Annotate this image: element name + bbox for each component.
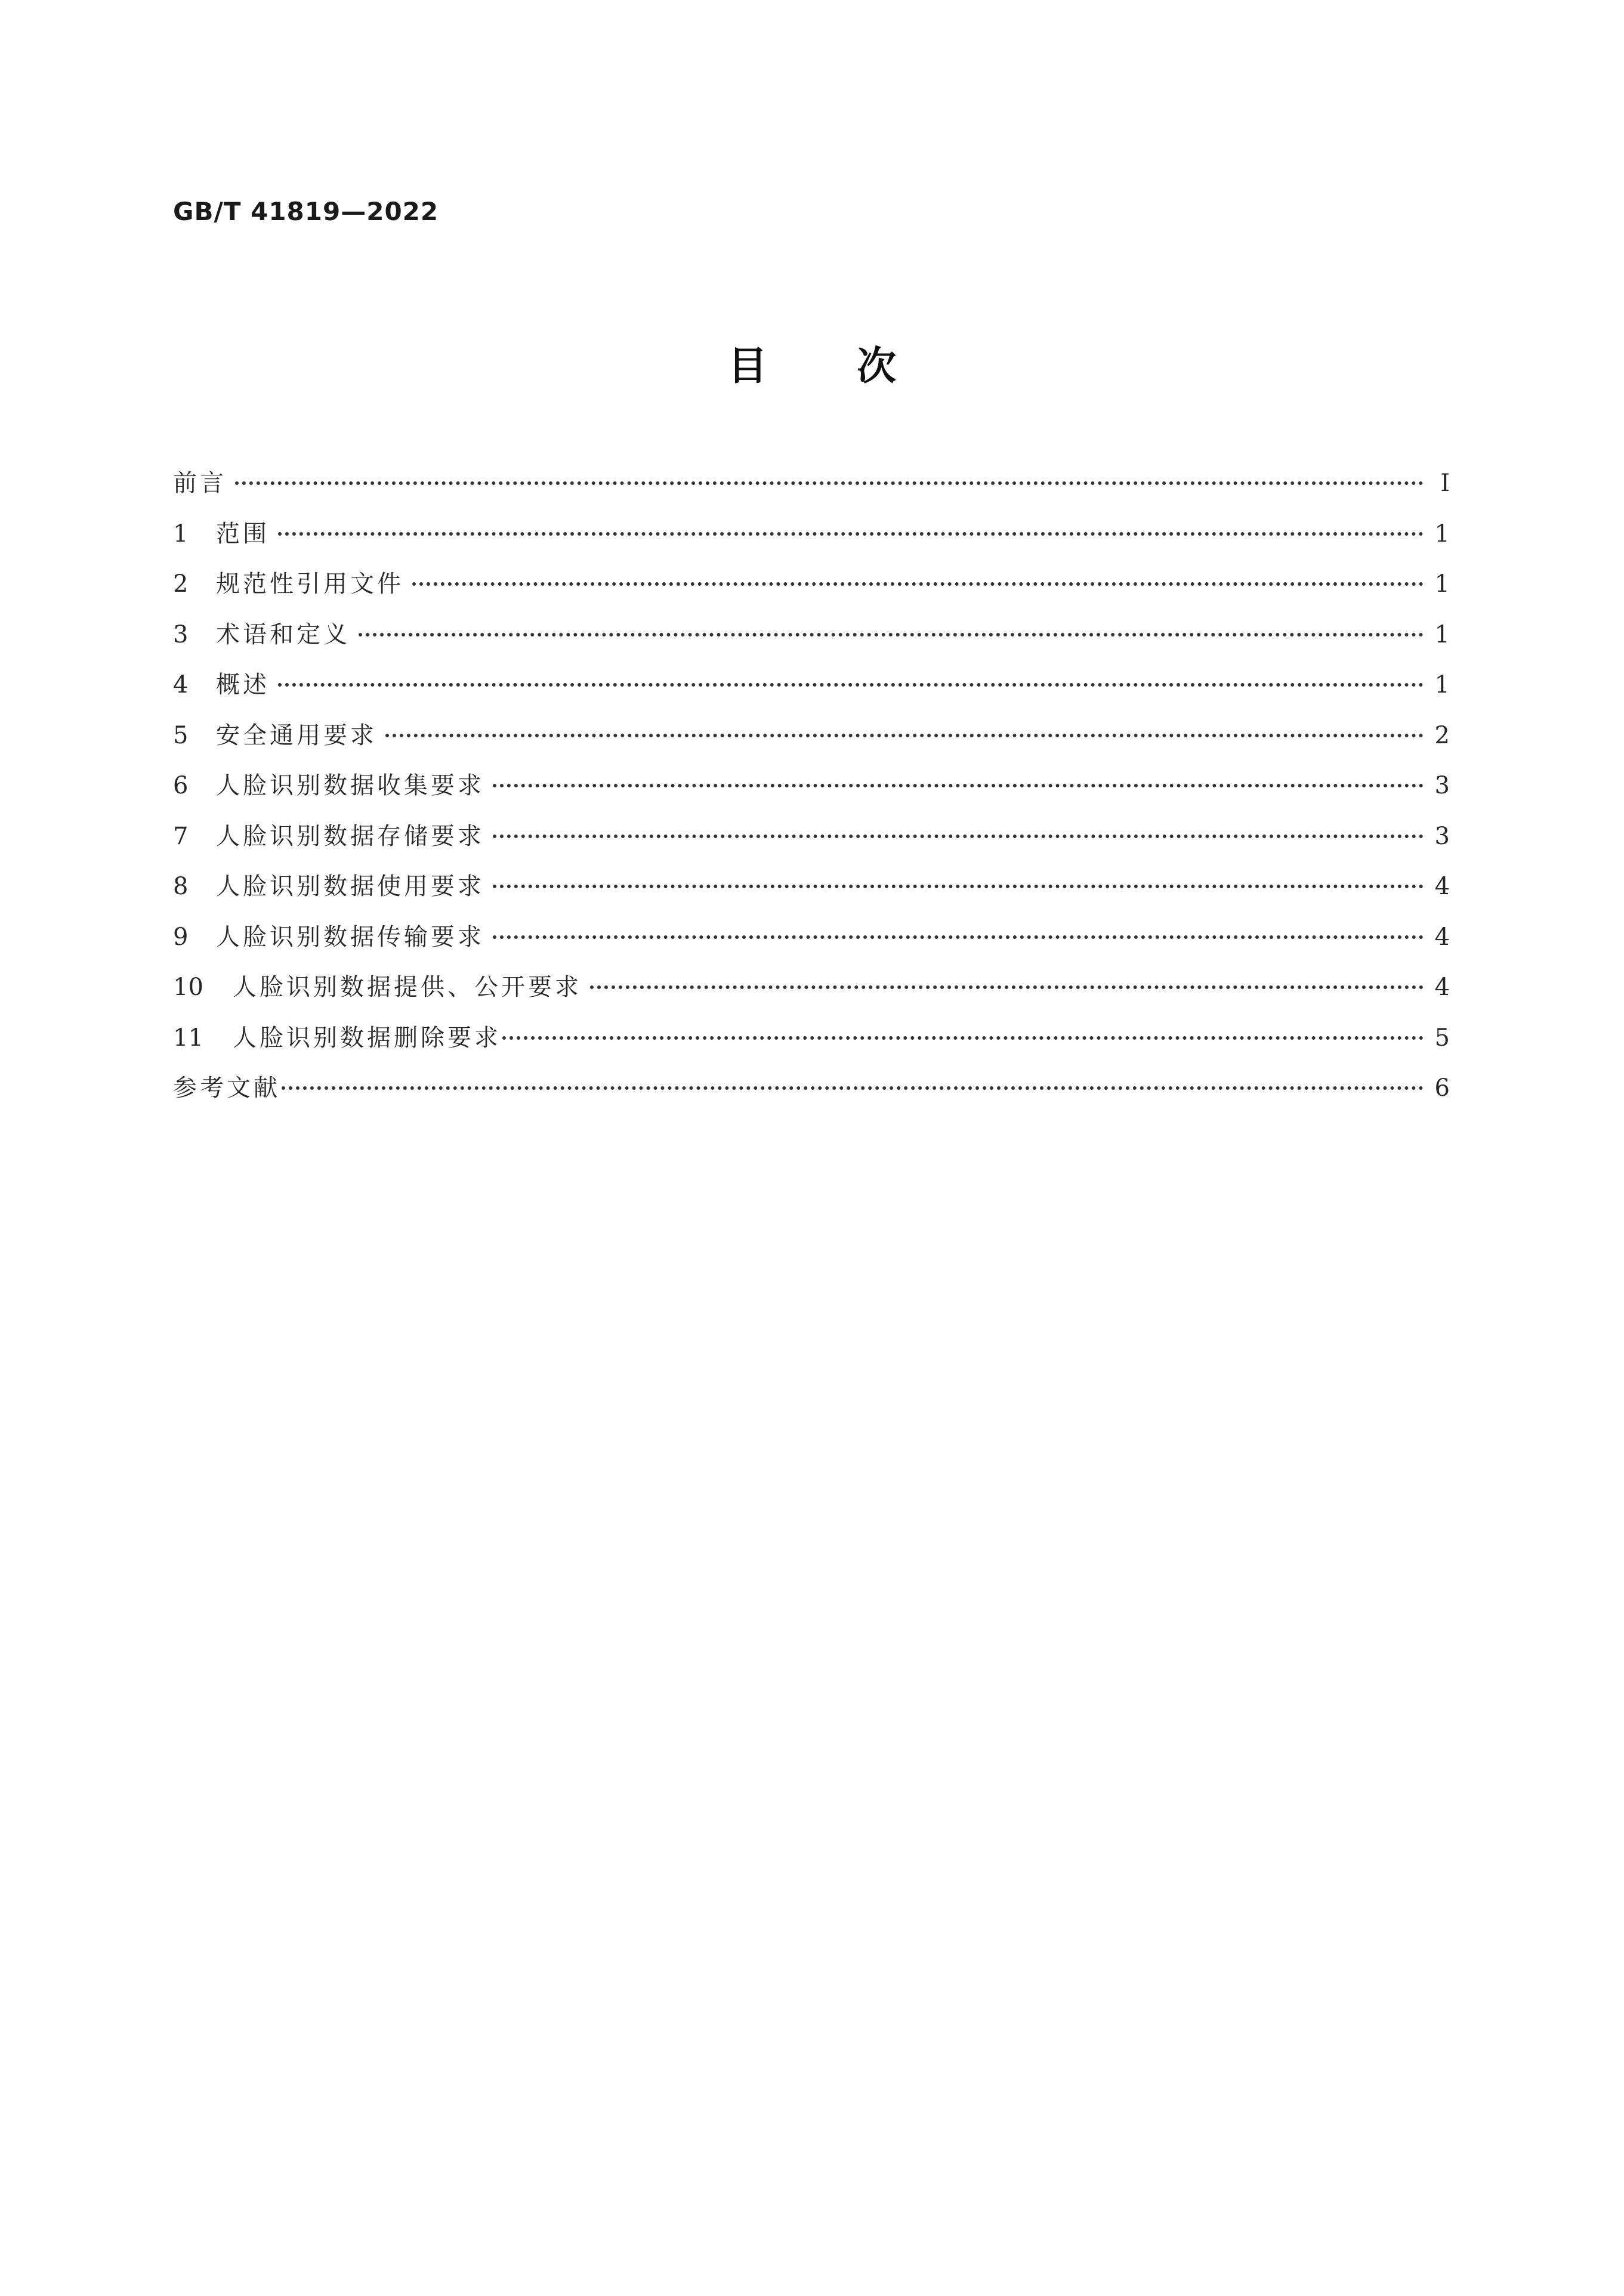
toc-entry-number: 1 — [173, 520, 189, 548]
dot-leader — [590, 985, 1424, 989]
toc-entry-page: 1 — [1434, 620, 1450, 648]
toc-entry-collection[interactable] — [173, 774, 1450, 824]
toc-entry-label: 安全通用要求 — [216, 721, 377, 749]
toc-entry-number: 10 — [173, 974, 203, 1001]
toc-entry-terms-definitions[interactable] — [173, 620, 1450, 673]
toc-entry-page: 1 — [1434, 570, 1450, 598]
toc-entry-number: 5 — [173, 721, 189, 749]
toc-entry-page: 4 — [1434, 873, 1450, 900]
toc-entry-label: 范围 — [216, 520, 270, 548]
toc-entry-label: 概述 — [216, 671, 270, 699]
toc-entry-label: 人脸识别数据传输要求 — [216, 923, 484, 951]
dot-leader — [278, 532, 1424, 536]
standard-code: GB/T 41819—2022 — [173, 197, 439, 226]
dot-leader — [235, 481, 1424, 485]
toc-entry-label: 前言 — [173, 469, 227, 497]
toc-entry-normative-references[interactable] — [173, 572, 1450, 623]
toc-entry-transmission[interactable] — [173, 925, 1450, 976]
toc-entry-bibliography[interactable] — [173, 1076, 1450, 1127]
toc-entry-scope[interactable] — [173, 522, 1450, 573]
toc-entry-label: 人脸识别数据提供、公开要求 — [233, 974, 582, 1001]
toc-entry-page: 1 — [1434, 520, 1450, 548]
toc-entry-foreword[interactable] — [173, 471, 1450, 522]
toc-entry-number: 2 — [173, 570, 189, 598]
toc-entry-label: 人脸识别数据存储要求 — [216, 822, 484, 850]
dot-leader — [493, 835, 1424, 838]
toc-entry-page: 4 — [1434, 974, 1450, 1001]
page-title: 目次 — [728, 343, 986, 389]
dot-leader — [278, 683, 1424, 687]
toc-entry-general-security[interactable] — [173, 721, 1450, 774]
toc-entry-label: 人脸识别数据收集要求 — [216, 772, 484, 799]
toc-entry-label: 术语和定义 — [216, 620, 350, 648]
toc-entry-page: Ⅰ — [1440, 469, 1450, 497]
dot-leader — [502, 1036, 1424, 1040]
toc-entry-provision-disclosure[interactable] — [173, 975, 1450, 1026]
toc-entry-number: 4 — [173, 671, 189, 699]
toc-entry-label: 规范性引用文件 — [216, 570, 404, 598]
toc-entry-number: 9 — [173, 923, 189, 951]
toc-entry-page: 4 — [1434, 923, 1450, 951]
table-of-contents — [173, 471, 1450, 1127]
dot-leader — [359, 633, 1424, 636]
toc-entry-page: 3 — [1434, 772, 1450, 799]
toc-entry-label: 人脸识别数据使用要求 — [216, 873, 484, 900]
dot-leader — [493, 935, 1424, 939]
dot-leader — [493, 885, 1424, 888]
dot-leader — [493, 784, 1424, 787]
toc-entry-overview[interactable] — [173, 673, 1450, 724]
toc-entry-page: 1 — [1434, 671, 1450, 699]
toc-entry-deletion[interactable] — [173, 1026, 1450, 1077]
toc-entry-number: 6 — [173, 772, 189, 799]
dot-leader — [282, 1086, 1424, 1090]
toc-entry-page: 5 — [1434, 1024, 1450, 1052]
toc-entry-number: 3 — [173, 620, 189, 648]
toc-entry-page: 6 — [1434, 1074, 1450, 1102]
toc-entry-number: 8 — [173, 873, 189, 900]
toc-entry-use[interactable] — [173, 874, 1450, 925]
toc-entry-label: 参考文献 — [173, 1074, 280, 1102]
dot-leader — [385, 734, 1424, 737]
dot-leader — [412, 582, 1424, 586]
toc-entry-number: 7 — [173, 822, 189, 850]
toc-entry-storage[interactable] — [173, 824, 1450, 875]
toc-entry-page: 3 — [1434, 822, 1450, 850]
toc-entry-label: 人脸识别数据删除要求 — [233, 1024, 501, 1052]
toc-entry-number: 11 — [173, 1024, 203, 1052]
toc-entry-page: 2 — [1434, 721, 1450, 749]
